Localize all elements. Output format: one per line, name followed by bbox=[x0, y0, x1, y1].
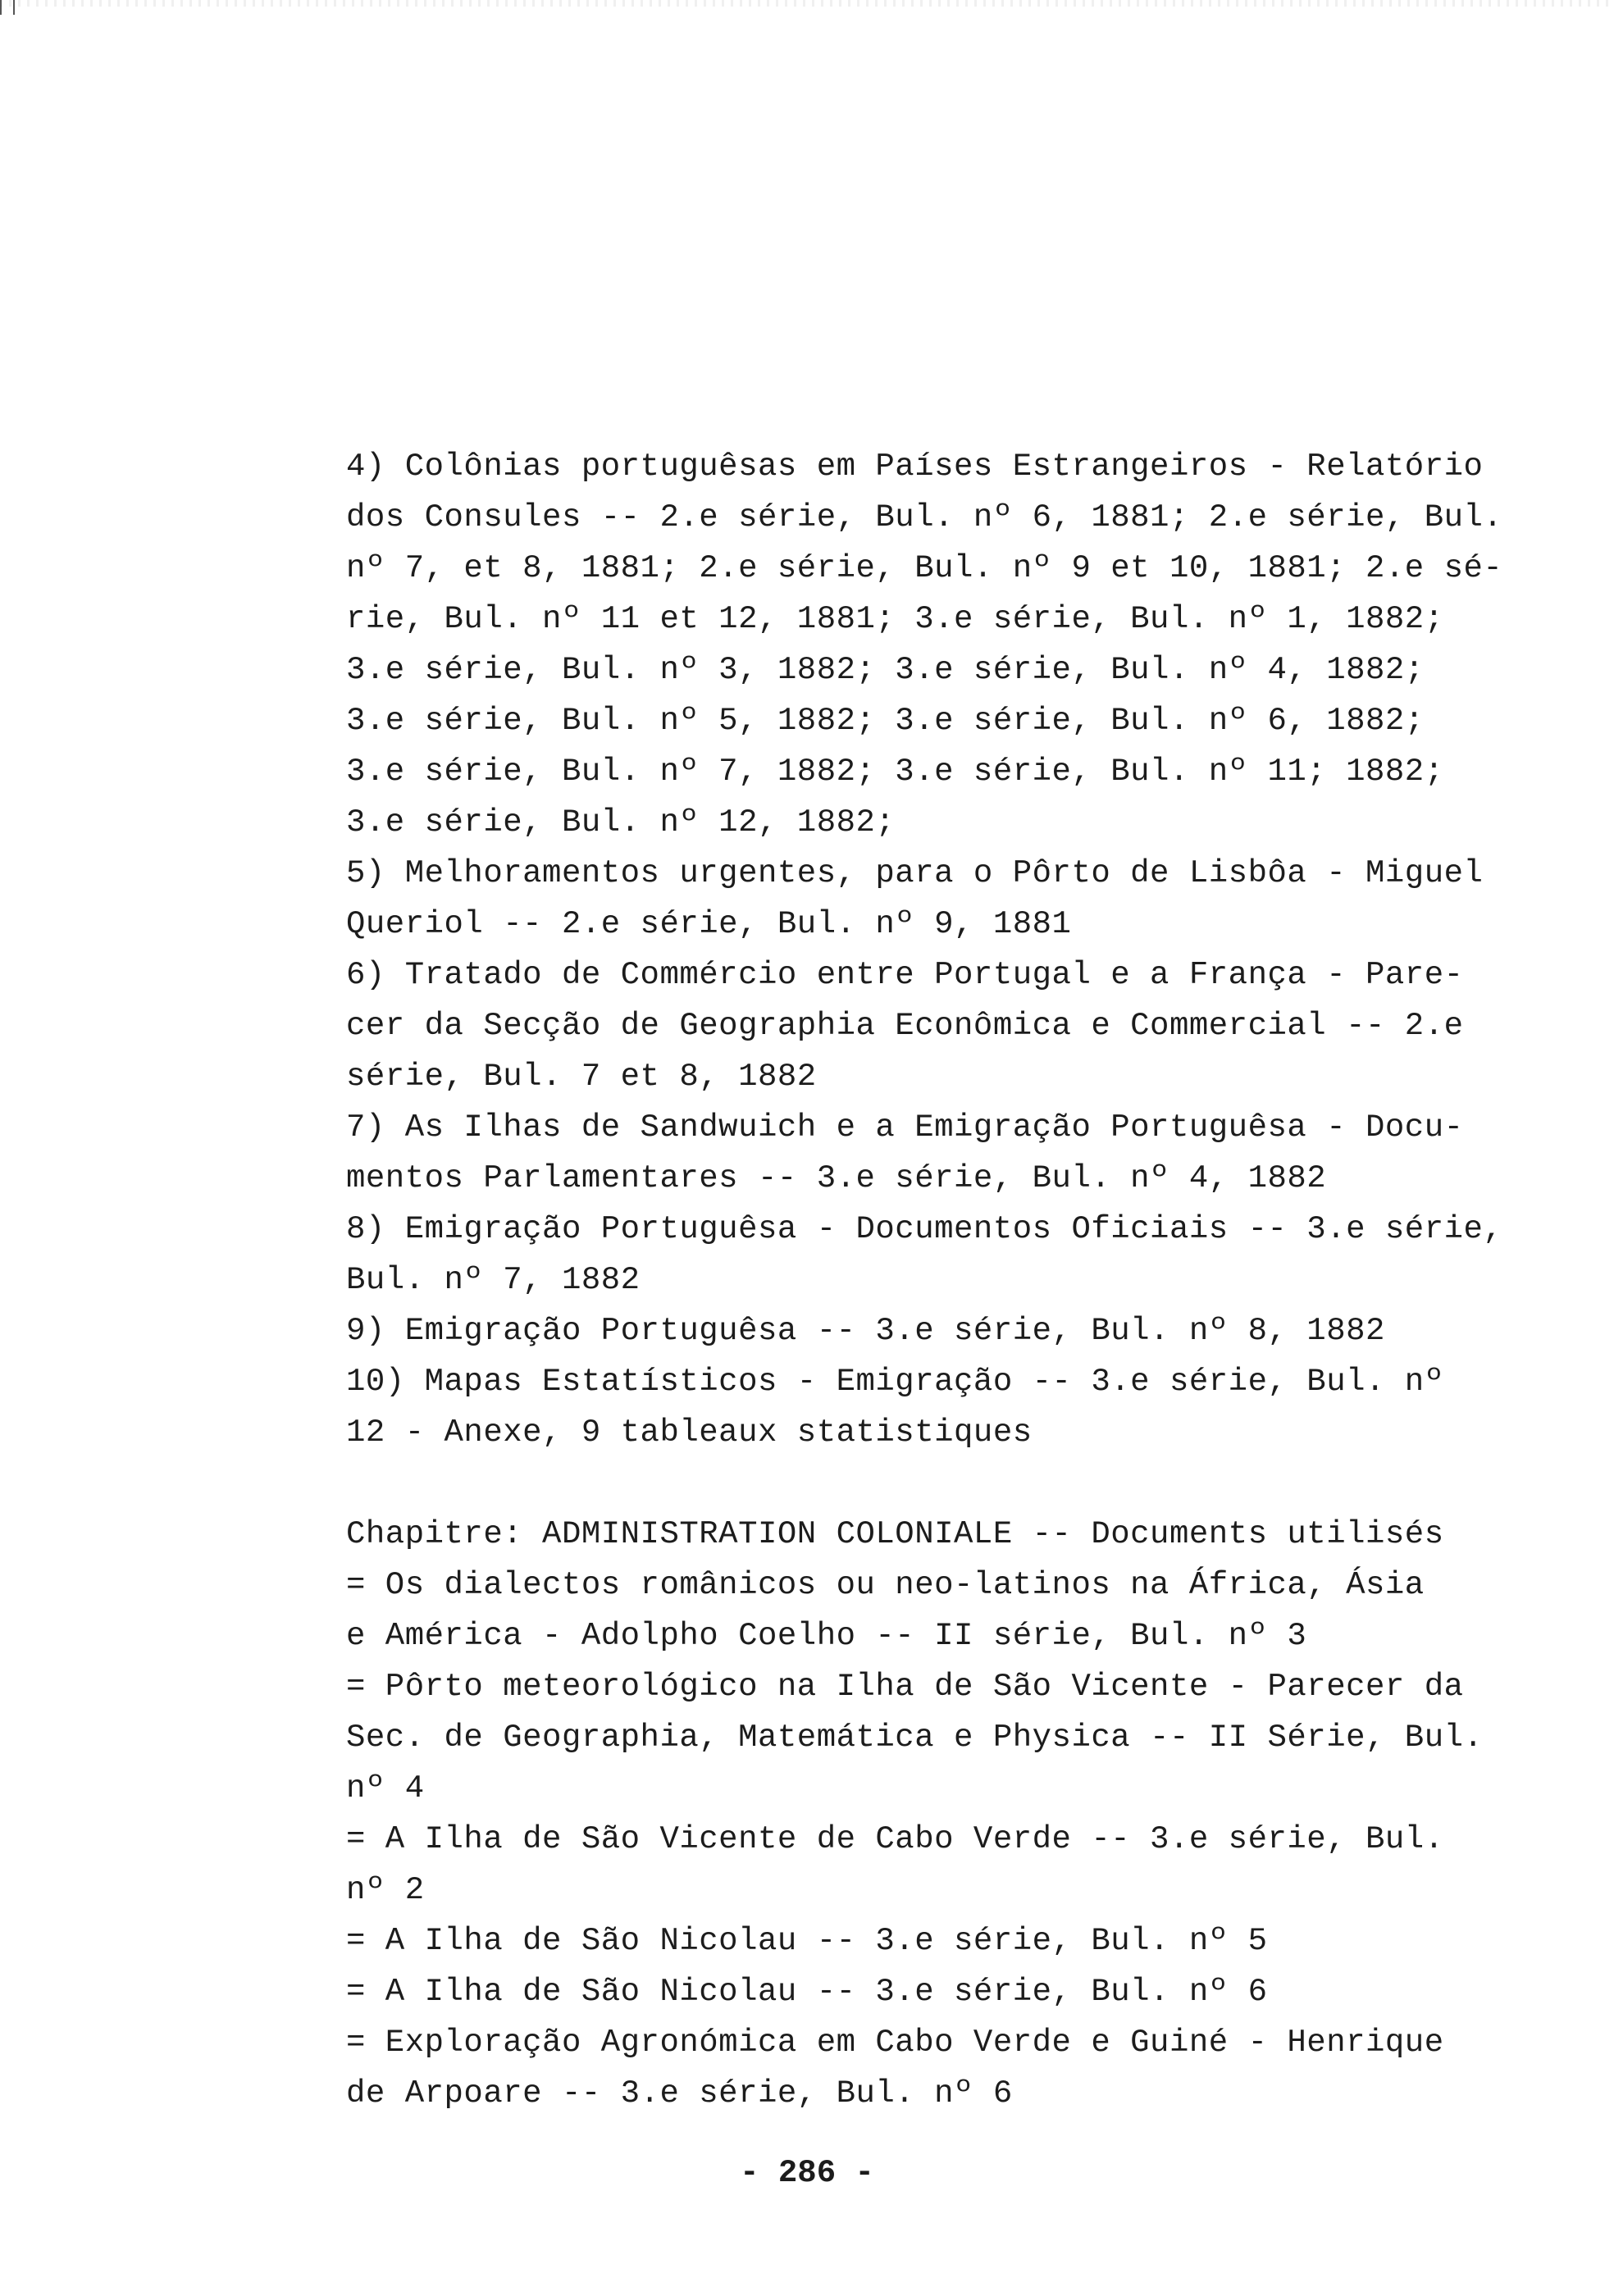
text-line: 9) Emigração Portuguêsa -- 3.e série, Bul. nº 8, 1882 bbox=[346, 1313, 1385, 1349]
text-line: 12 - Anexe, 9 tableaux statistiques bbox=[346, 1414, 1033, 1451]
text-line: Bul. nº 7, 1882 bbox=[346, 1262, 641, 1298]
text-line: dos Consules -- 2.e série, Bul. nº 6, 1881; 2.e série, Bul. bbox=[346, 499, 1503, 535]
text-line: = A Ilha de São Vicente de Cabo Verde -- 3.e série, Bul. bbox=[346, 1821, 1444, 1857]
text-line: nº 2 bbox=[346, 1872, 425, 1908]
text-line: 3.e série, Bul. nº 12, 1882; bbox=[346, 804, 896, 840]
text-line: Queriol -- 2.e série, Bul. nº 9, 1881 bbox=[346, 906, 1072, 942]
text-line: = Os dialectos românicos ou neo-latinos na África, Ásia bbox=[346, 1567, 1425, 1603]
text-line: cer da Secção de Geographia Econômica e Commercial -- 2.e bbox=[346, 1008, 1464, 1044]
text-line: = A Ilha de São Nicolau -- 3.e série, Bul. nº 5 bbox=[346, 1923, 1268, 1959]
text-line: 3.e série, Bul. nº 5, 1882; 3.e série, Bul. nº 6, 1882; bbox=[346, 703, 1425, 739]
page-body bbox=[346, 441, 1543, 2119]
text-line: = A Ilha de São Nicolau -- 3.e série, Bul. nº 6 bbox=[346, 1974, 1268, 2010]
scan-corner-mark bbox=[0, 0, 15, 15]
text-line: 4) Colônias portuguêsas em Países Estrangeiros - Relatório bbox=[346, 449, 1484, 485]
text-line: 8) Emigração Portuguêsa - Documentos Oficiais -- 3.e série, bbox=[346, 1211, 1503, 1247]
chapter-heading-line: Chapitre: ADMINISTRATION COLONIALE -- Documents utilisés bbox=[346, 1516, 1444, 1552]
section-gap bbox=[346, 1458, 1543, 1509]
text-line: mentos Parlamentares -- 3.e série, Bul. nº 4, 1882 bbox=[346, 1160, 1327, 1196]
entries-block bbox=[346, 441, 1543, 1458]
scan-edge-artifact bbox=[0, 0, 1614, 7]
text-line: 10) Mapas Estatísticos - Emigração -- 3.e série, Bul. nº bbox=[346, 1364, 1444, 1400]
text-line: = Pôrto meteorológico na Ilha de São Vicente - Parecer da bbox=[346, 1669, 1464, 1705]
text-line: 3.e série, Bul. nº 3, 1882; 3.e série, Bul. nº 4, 1882; bbox=[346, 652, 1425, 688]
text-line: de Arpoare -- 3.e série, Bul. nº 6 bbox=[346, 2075, 1013, 2112]
text-line: = Exploração Agronómica em Cabo Verde e Guiné - Henrique bbox=[346, 2025, 1444, 2061]
text-line: nº 7, et 8, 1881; 2.e série, Bul. nº 9 et 10, 1881; 2.e sé- bbox=[346, 550, 1503, 586]
chapter-block bbox=[346, 1509, 1543, 2119]
text-line: 7) As Ilhas de Sandwuich e a Emigração Portuguêsa - Docu- bbox=[346, 1109, 1464, 1146]
text-line: rie, Bul. nº 11 et 12, 1881; 3.e série, Bul. nº 1, 1882; bbox=[346, 601, 1444, 637]
text-line: Sec. de Geographia, Matemática e Physica -- II Série, Bul. bbox=[346, 1720, 1484, 1756]
text-line: e América - Adolpho Coelho -- II série, Bul. nº 3 bbox=[346, 1618, 1307, 1654]
text-line: 6) Tratado de Commércio entre Portugal e a França - Pare- bbox=[346, 957, 1464, 993]
text-line: 3.e série, Bul. nº 7, 1882; 3.e série, Bul. nº 11; 1882; bbox=[346, 754, 1444, 790]
text-line: nº 4 bbox=[346, 1770, 425, 1806]
text-line: 5) Melhoramentos urgentes, para o Pôrto de Lisbôa - Miguel bbox=[346, 855, 1484, 891]
text-line: série, Bul. 7 et 8, 1882 bbox=[346, 1059, 817, 1095]
page-number: - 286 - bbox=[740, 2155, 874, 2191]
